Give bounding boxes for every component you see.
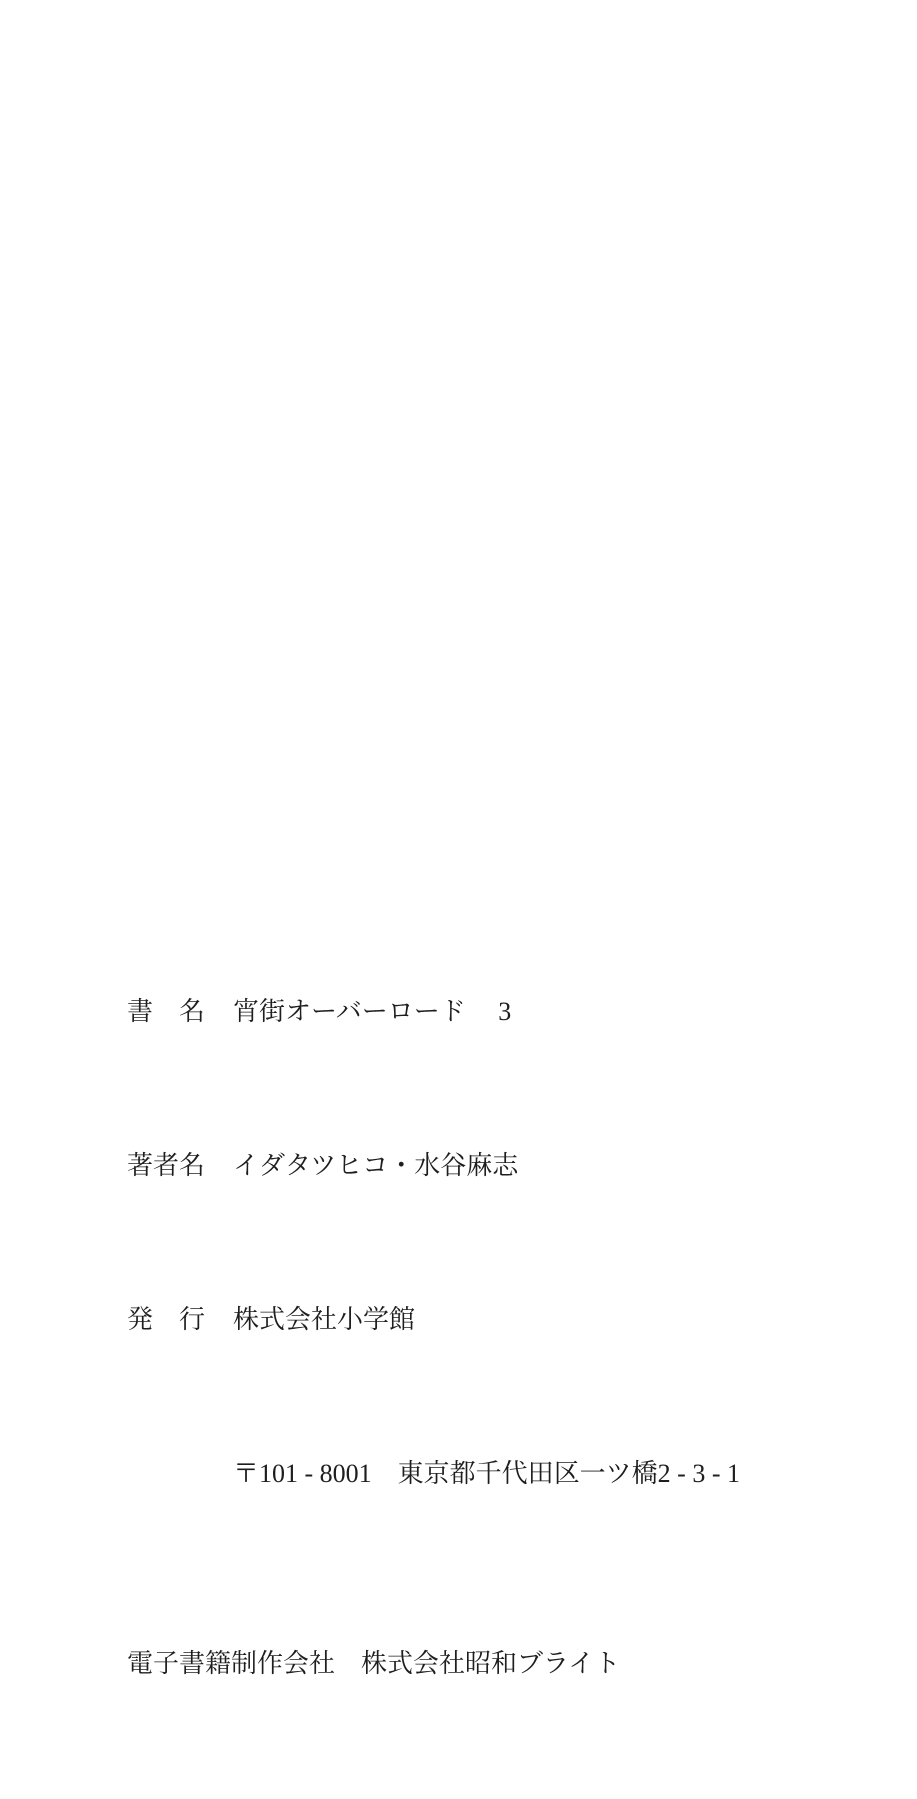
publisher-address-value: 〒101 - 8001 東京都千代田区一ツ橋2 - 3 - 1: [233, 1458, 740, 1488]
publisher-address-row: [127, 1455, 740, 1494]
author-row: [127, 1147, 740, 1186]
publisher-label: 発 行: [127, 1304, 206, 1334]
author-value: イダタツヒコ・水谷麻志: [233, 1150, 519, 1180]
book-title-label: 書 名: [127, 996, 206, 1026]
book-title-value: 宵街オーバーロード 3: [233, 996, 512, 1026]
production-credit: 電子書籍制作会社 株式会社昭和ブライト: [127, 1648, 621, 1678]
publisher-address-label: [127, 1455, 233, 1494]
publisher-value: 株式会社小学館: [233, 1304, 416, 1334]
author-label: 著者名: [127, 1150, 206, 1180]
book-title-row: [127, 993, 740, 1032]
colophon-block: [127, 877, 740, 1799]
publisher-row: [127, 1301, 740, 1340]
